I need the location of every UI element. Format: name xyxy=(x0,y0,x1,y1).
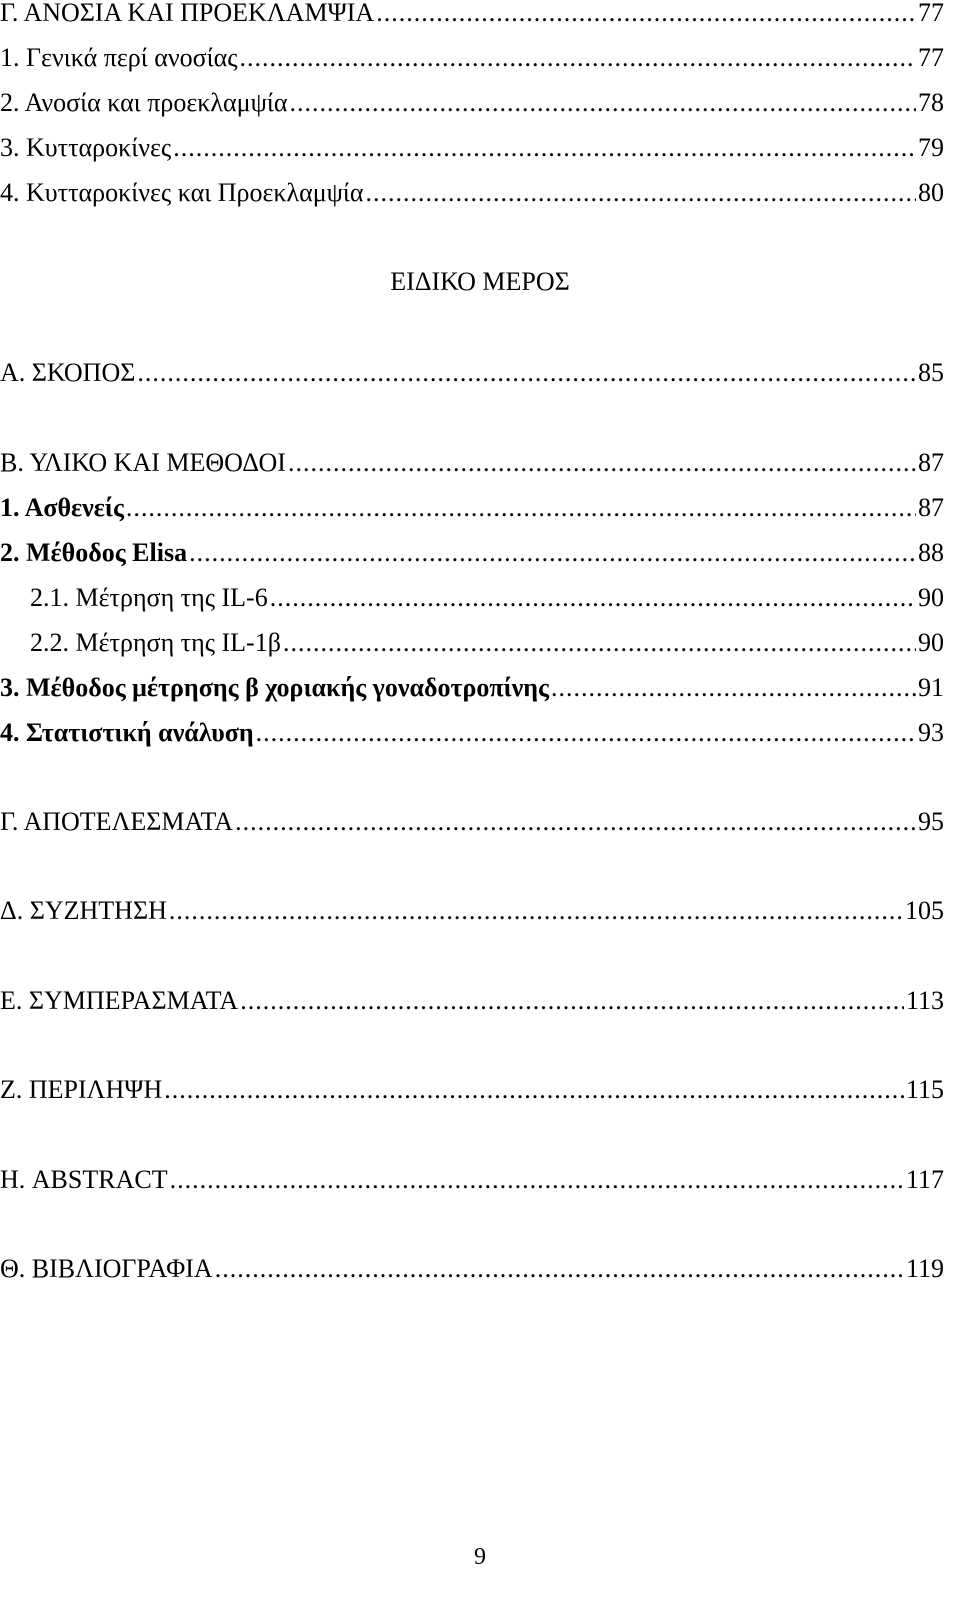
toc-entry-il6-measurement[interactable] xyxy=(0,581,944,615)
toc-entry-label: Α. ΣΚΟΠΟΣ xyxy=(0,358,136,387)
toc-entry-summary[interactable] xyxy=(0,1073,944,1107)
dot-leader xyxy=(169,894,903,928)
toc-entry-page: 93 xyxy=(918,718,944,747)
toc-entry-materials-methods[interactable] xyxy=(0,446,944,480)
toc-entry-page: 88 xyxy=(918,538,944,567)
toc-entry-bibliography[interactable] xyxy=(0,1252,944,1286)
toc-entry-page: 95 xyxy=(918,807,944,836)
dot-leader xyxy=(270,581,916,615)
toc-entry-page: 77 xyxy=(918,43,944,72)
dot-leader xyxy=(170,1163,904,1197)
page-number: 9 xyxy=(474,1544,486,1570)
dot-leader xyxy=(173,131,916,165)
toc-entry-label: 1. Ασθενείς xyxy=(0,493,124,522)
toc-entry-conclusions[interactable] xyxy=(0,984,944,1018)
toc-entry-label: Γ. ΑΝΟΣΙΑ ΚΑΙ ΠΡΟΕΚΛΑΜΨΙΑ xyxy=(0,0,375,27)
dot-leader xyxy=(288,446,916,480)
toc-entry-immunity-preeclampsia[interactable] xyxy=(0,0,944,30)
toc-entry-page: 87 xyxy=(918,448,944,477)
toc-entry-results[interactable] xyxy=(0,805,944,839)
toc-entry-page: 85 xyxy=(918,358,944,387)
toc-entry-page: 79 xyxy=(918,133,944,162)
dot-leader xyxy=(189,536,916,570)
toc-entry-label: 2.2. Μέτρηση της IL-1β xyxy=(30,628,281,657)
dot-leader xyxy=(164,1073,904,1107)
dot-leader xyxy=(126,491,916,525)
toc-entry-label: Θ. ΒΙΒΛΙΟΓΡΑΦΙΑ xyxy=(0,1254,213,1283)
toc-entry-cytokines[interactable] xyxy=(0,131,944,165)
toc-entry-discussion[interactable] xyxy=(0,894,944,928)
toc-entry-label: Ε. ΣΥΜΠΕΡΑΣΜΑΤΑ xyxy=(0,986,239,1015)
toc-entry-page: 87 xyxy=(918,493,944,522)
toc-entry-immunity-general[interactable] xyxy=(0,41,944,75)
toc-entry-abstract[interactable] xyxy=(0,1163,944,1197)
toc-entry-hcg-method[interactable] xyxy=(0,671,944,705)
toc-entry-page: 117 xyxy=(905,1165,944,1194)
toc-entry-label: Β. ΥΛΙΚΟ ΚΑΙ ΜΕΘΟΔΟΙ xyxy=(0,448,286,477)
toc-entry-page: 90 xyxy=(918,583,944,612)
dot-leader xyxy=(235,805,916,839)
special-part-heading: ΕΙΔΙΚΟ ΜΕΡΟΣ xyxy=(390,267,570,296)
dot-leader xyxy=(366,176,916,210)
toc-entry-page: 105 xyxy=(905,896,944,925)
toc-entry-label: 2. Ανοσία και προεκλαμψία xyxy=(0,88,288,117)
dot-leader xyxy=(283,626,916,660)
toc-entry-aim[interactable] xyxy=(0,356,944,390)
dot-leader xyxy=(289,86,916,120)
toc-entry-label: 4. Στατιστική ανάλυση xyxy=(0,718,254,747)
toc-entry-elisa-method[interactable] xyxy=(0,536,944,570)
dot-leader xyxy=(215,1252,904,1286)
dot-leader xyxy=(137,356,916,390)
toc-entry-label: 3. Κυτταροκίνες xyxy=(0,133,172,162)
toc-entry-page: 78 xyxy=(918,88,944,117)
toc-entry-patients[interactable] xyxy=(0,491,944,525)
dot-leader xyxy=(240,984,904,1018)
toc-entry-label: Γ. ΑΠΟΤΕΛΕΣΜΑΤΑ xyxy=(0,807,234,836)
toc-entry-page: 80 xyxy=(918,178,944,207)
toc-entry-page: 90 xyxy=(918,628,944,657)
toc-entry-label: Η. ABSTRACT xyxy=(0,1165,168,1194)
dot-leader xyxy=(551,671,916,705)
dot-leader xyxy=(376,0,916,30)
toc-entry-cytokines-preeclampsia[interactable] xyxy=(0,176,944,210)
toc-entry-page: 113 xyxy=(905,986,944,1015)
toc-entry-label: 1. Γενικά περί ανοσίας xyxy=(0,43,238,72)
dot-leader xyxy=(240,41,916,75)
toc-entry-page: 119 xyxy=(905,1254,944,1283)
toc-entry-label: 3. Μέθοδος μέτρησης β χοριακής γοναδοτροπίνης xyxy=(0,673,550,702)
toc-entry-immunity-and-preeclampsia[interactable] xyxy=(0,86,944,120)
toc-entry-statistical-analysis[interactable] xyxy=(0,716,944,750)
toc-entry-label: 2. Μέθοδος Elisa xyxy=(0,538,188,567)
toc-entry-label: 2.1. Μέτρηση της IL-6 xyxy=(30,583,268,612)
toc-entry-label: Δ. ΣΥΖΗΤΗΣΗ xyxy=(0,896,167,925)
dot-leader xyxy=(256,716,916,750)
toc-entry-page: 91 xyxy=(918,673,944,702)
toc-entry-label: 4. Κυτταροκίνες και Προεκλαμψία xyxy=(0,178,364,207)
toc-entry-label: Ζ. ΠΕΡΙΛΗΨΗ xyxy=(0,1075,163,1104)
toc-entry-page: 115 xyxy=(905,1075,944,1104)
toc-entry-page: 77 xyxy=(918,0,944,27)
toc-entry-il1b-measurement[interactable] xyxy=(0,626,944,660)
